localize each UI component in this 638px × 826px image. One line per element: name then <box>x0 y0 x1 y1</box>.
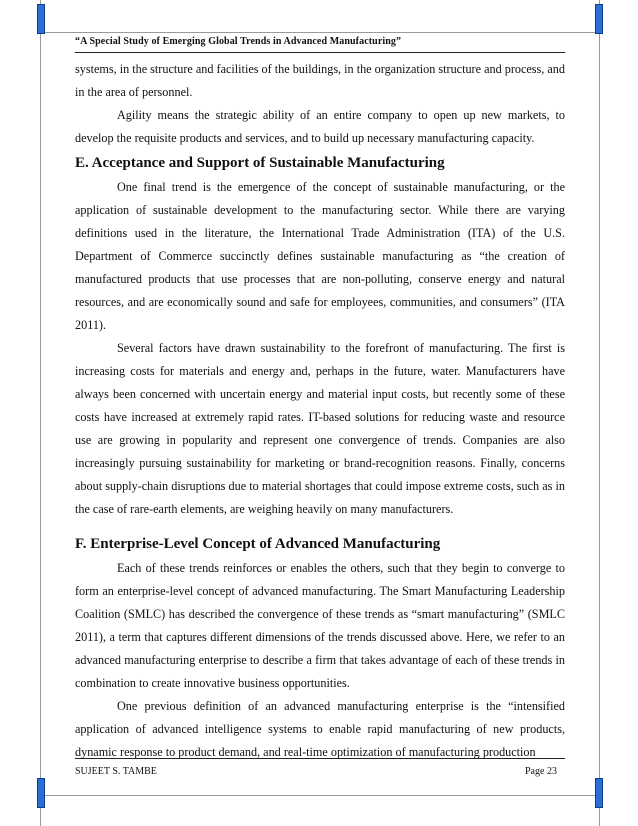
footer-author: SUJEET S. TAMBE <box>75 766 157 777</box>
border-corner-tab <box>595 4 603 34</box>
border-corner-tab <box>37 778 45 808</box>
border-bottom-line <box>40 795 598 796</box>
paragraph-e-2: Several factors have drawn sustainability to the forefront of manufacturing. The first is increasing costs for materials and energy and, perhaps in the future, water. Manufacturers have always been concerned with uncertain energy and material input costs, but recently some of these costs have increased at extremely rapid rates. IT-based solutions for reducing waste and resource use are growing in popularity and represent one convergence of trends. Companies are also increasingly pursuing sustainability for marketing or brand-recognition reasons. Finally, concerns about supply-chain disruptions due to material shortages that could impose extreme costs, such as in the case of rare-earth elements, are weighing heavily on many manufacturers. <box>75 341 565 516</box>
paragraph-e-1: One final trend is the emergence of the concept of sustainable manufacturing, or the application of sustainable development to the manufacturing sector. While there are varying definitions used in the literature, the International Trade Administration (ITA) of the U.S. Department of Commerce succinctly defines sustainable manufacturing as “the creation of manufactured products that use processes that are non-polluting, conserve energy and natural resources, and are economically sound and safe for employees, communities, and consumers” (ITA 2011). <box>75 180 565 332</box>
page-number: Page 23 <box>525 766 557 777</box>
paragraph-f-1: Each of these trends reinforces or enables the others, such that they begin to converge to form an enterprise-level concept of advanced manufacturing. The Smart Manufacturing Leadership Coalition (SMLC) has described the convergence of these trends as “smart manufacturing” (SMLC 2011), a term that captures different dimensions of the trends discussed above. Here, we refer to an advanced manufacturing enterprise to describe a firm that takes advantage of each of these trends in combination to create innovative business opportunities. <box>75 561 565 690</box>
running-header: “A Special Study of Emerging Global Trends in Advanced Manufacturing” <box>75 36 402 47</box>
section-heading-f: F. Enterprise-Level Concept of Advanced Manufacturing <box>75 536 441 552</box>
paragraph-agility: Agility means the strategic ability of an entire company to open up new markets, to develop the requisite products and services, and to build up necessary manufacturing capacity. <box>75 108 565 145</box>
section-gap <box>75 521 565 531</box>
section-heading-e: E. Acceptance and Support of Sustainable Manufacturing <box>75 155 445 171</box>
border-corner-tab <box>37 4 45 34</box>
paragraph-f-2: One previous definition of an advanced manufacturing enterprise is the “intensified application of advanced intelligence systems to enable rapid manufacturing of new products, dynamic response to product demand, and real-time optimization of manufacturing production <box>75 699 565 759</box>
paragraph-continuation: systems, in the structure and facilities of the buildings, in the organization structure and process, and in the area of personnel. <box>75 62 565 99</box>
border-top-line <box>40 32 598 33</box>
header-rule <box>75 52 565 53</box>
footer-rule <box>75 758 565 759</box>
page-body <box>75 58 565 764</box>
border-corner-tab <box>595 778 603 808</box>
